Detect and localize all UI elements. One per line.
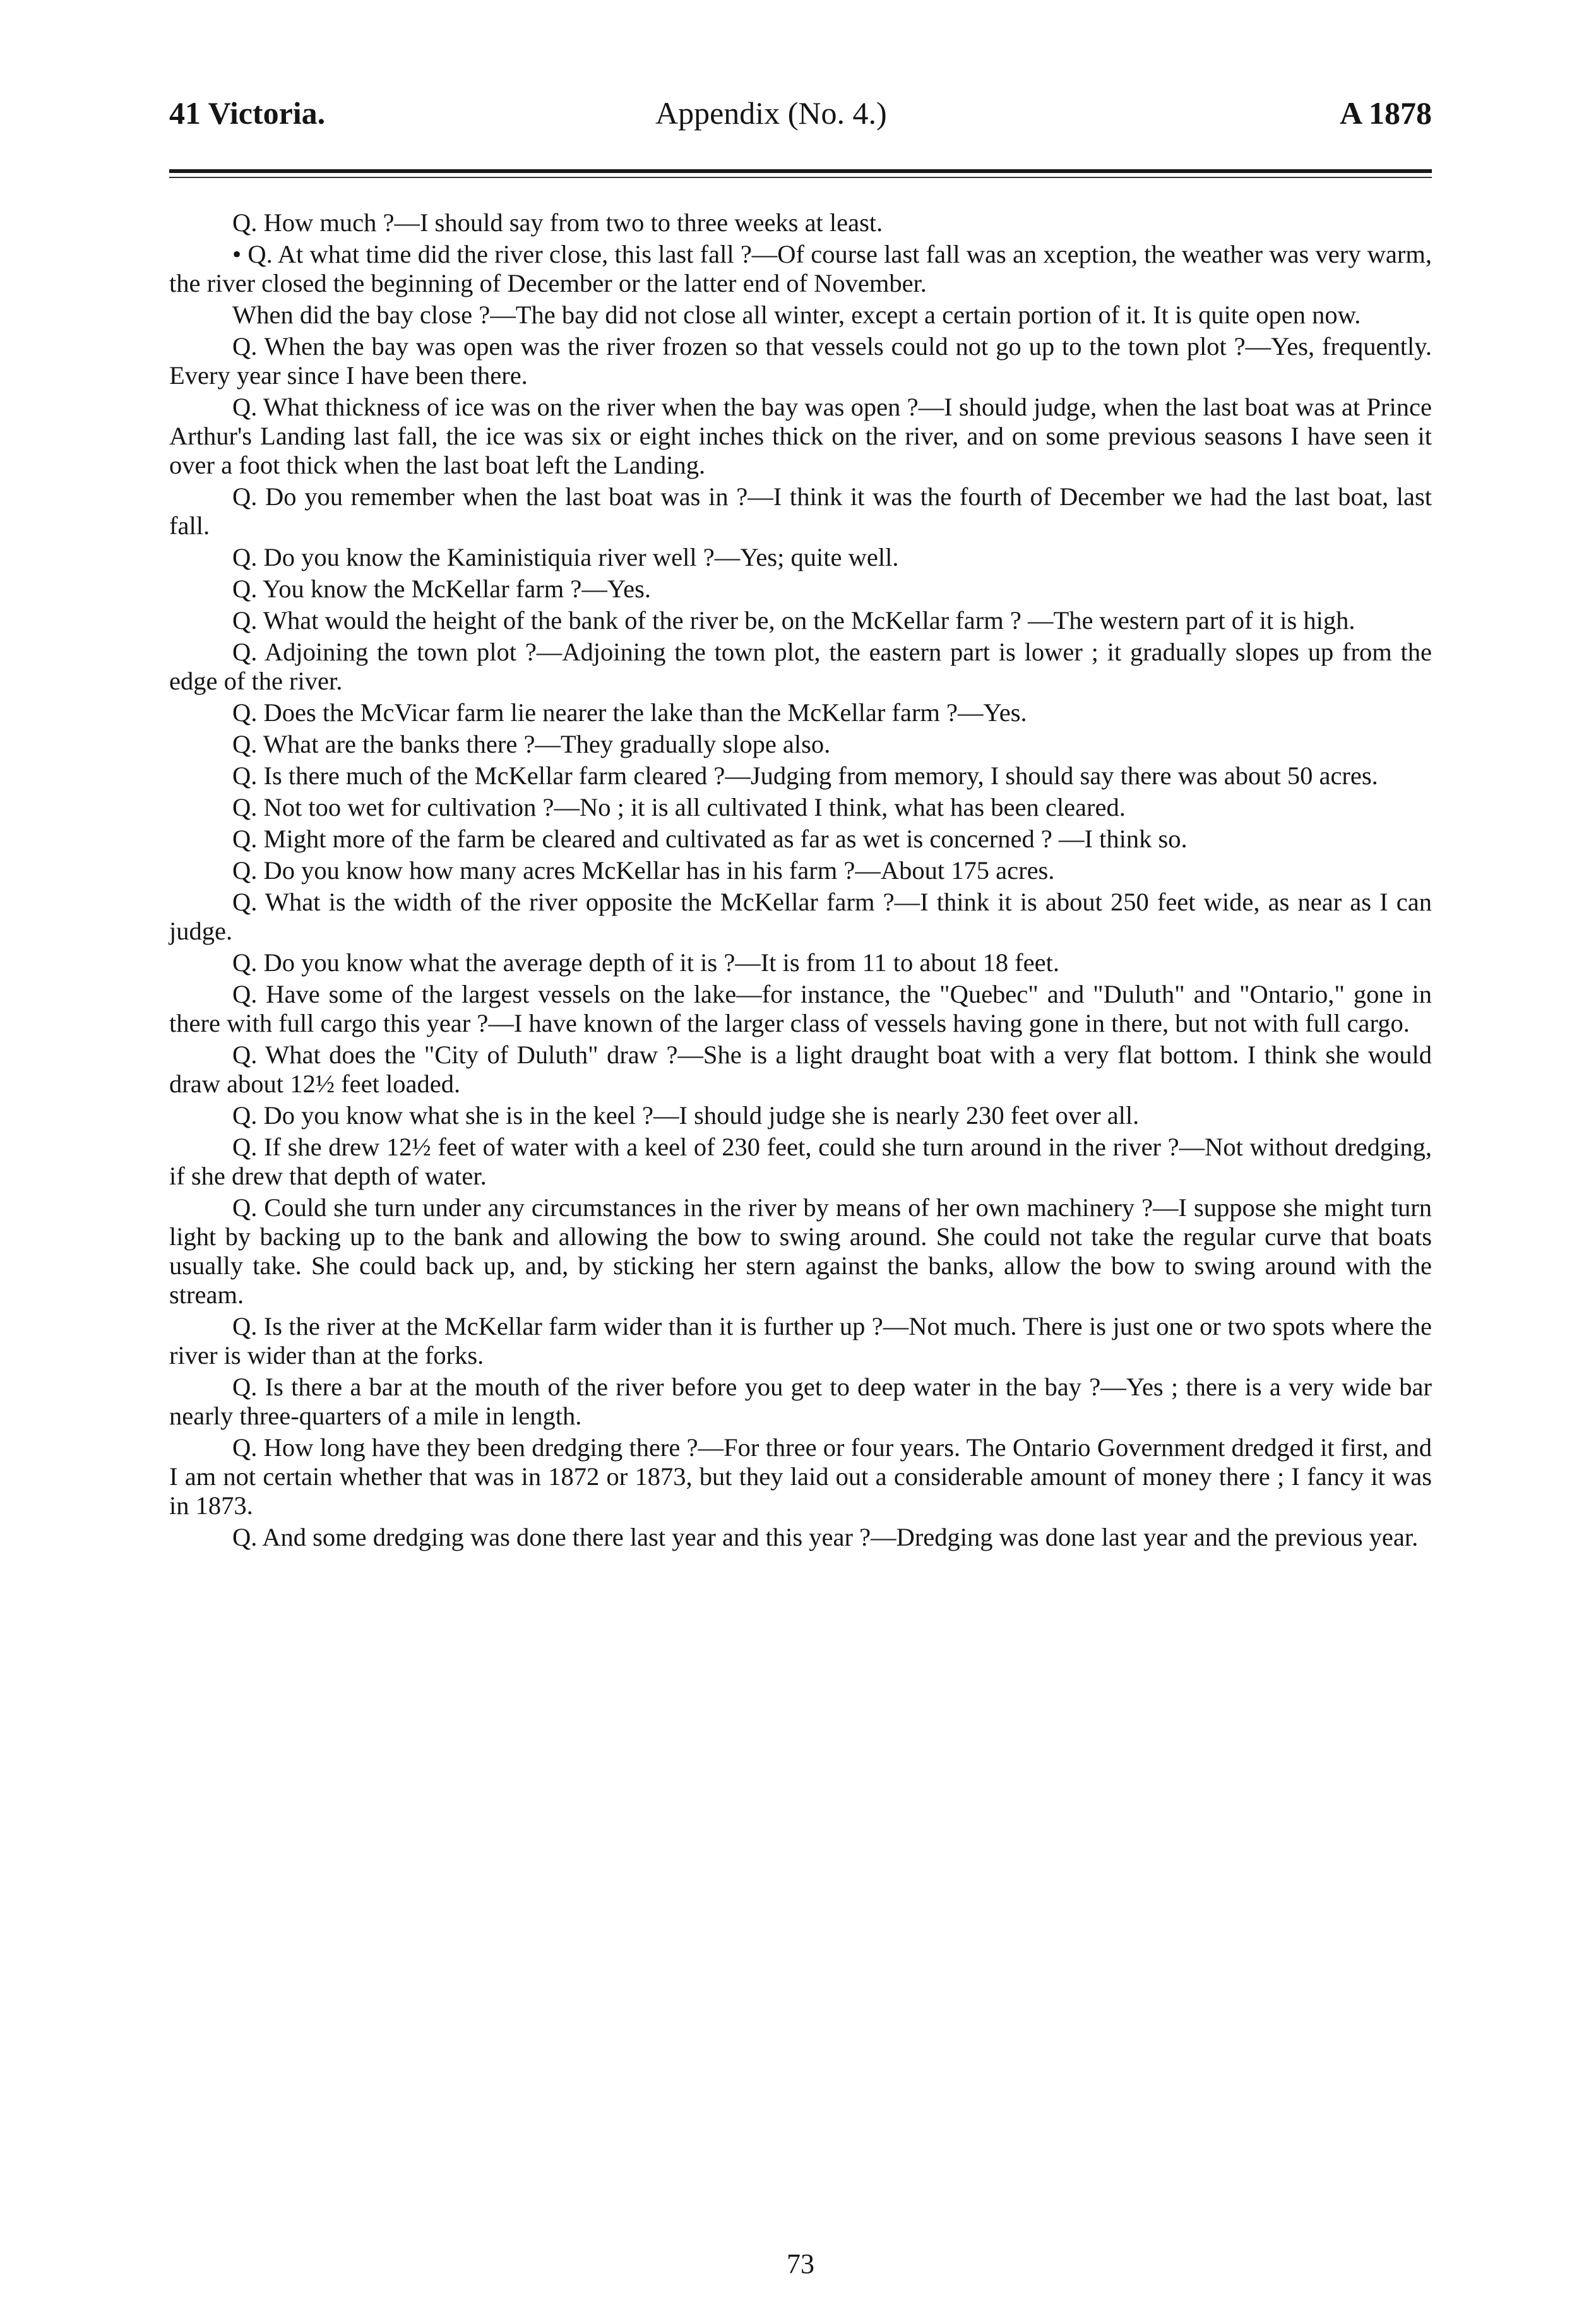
header-center: Appendix (No. 4.): [655, 95, 887, 131]
document-body: [169, 208, 1432, 1554]
paragraph: Q. Could she turn under any circumstances in the river by means of her own machinery ?—I suppose she might turn light by backing up to the bank and allowing the bow to swing around. She could not take the regular curve that boats usually take. She could back up, and, by sticking her stern against the banks, allow the bow to swing around with the stream.: [169, 1193, 1432, 1309]
paragraph: Q. When the bay was open was the river frozen so that vessels could not go up to the town plot ?—Yes, frequently. Every year since I have been there.: [169, 332, 1432, 390]
paragraph: Q. Is the river at the McKellar farm wider than it is further up ?—Not much. There is just one or two spots where the river is wider than at the forks.: [169, 1312, 1432, 1369]
paragraph: Q. Have some of the largest vessels on the lake—for instance, the "Quebec" and "Duluth" and "Ontario," gone in there with full cargo this year ?—I have known of the larger class of vessels having gone in there, but not with full cargo.: [169, 980, 1432, 1037]
paragraph: Q. Adjoining the town plot ?—Adjoining the town plot, the eastern part is lower ; it gradually slopes up from the edge of the river.: [169, 638, 1432, 695]
paragraph: Q. And some dredging was done there last year and this year ?—Dredging was done last year and the previous year.: [232, 1523, 1419, 1551]
paragraph: Q. Do you remember when the last boat was in ?—I think it was the fourth of December we had the last boat, last fall.: [169, 482, 1432, 540]
paragraph: Q. Is there a bar at the mouth of the river before you get to deep water in the bay ?—Yes ; there is a very wide bar nearly three-quarters of a mile in length.: [169, 1373, 1432, 1430]
paragraph: Q. Do you know what the average depth of it is ?—It is from 11 to about 18 feet.: [232, 948, 1059, 977]
header-rule: [169, 169, 1432, 173]
paragraph: Q. Do you know what she is in the keel ?—I should judge she is nearly 230 feet over all.: [232, 1101, 1140, 1130]
paragraph: Q. What would the height of the bank of the river be, on the McKellar farm ? —The western part of it is high.: [232, 606, 1355, 635]
header-rule-thin: [169, 177, 1432, 178]
paragraph: Q. What is the width of the river opposite the McKellar farm ?—I think it is about 250 feet wide, as near as I can judge.: [169, 888, 1432, 945]
paragraph: Q. What thickness of ice was on the river when the bay was open ?—I should judge, when the last boat was at Prince Arthur's Landing last fall, the ice was six or eight inches thick on the river, and on some previous seasons I have seen it over a foot thick when the last boat left the Landing.: [169, 393, 1432, 479]
paragraph: When did the bay close ?—The bay did not close all winter, except a certain portion of it. It is quite open now.: [232, 301, 1361, 329]
paragraph: Q. Is there much of the McKellar farm cleared ?—Judging from memory, I should say there was about 50 acres.: [232, 761, 1378, 790]
header-right: A 1878: [1340, 95, 1432, 131]
paragraph: Q. How long have they been dredging there ?—For three or four years. The Ontario Government dredged it first, and I am not certain whether that was in 1872 or 1873, but they laid out a considerable amount of money there ; I fancy it was in 1873.: [169, 1433, 1432, 1520]
paragraph: Q. Does the McVicar farm lie nearer the lake than the McKellar farm ?—Yes.: [232, 698, 1027, 727]
paragraph: Q. How much ?—I should say from two to three weeks at least.: [232, 208, 883, 237]
document-page: [169, 95, 1432, 2279]
paragraph: Q. If she drew 12½ feet of water with a keel of 230 feet, could she turn around in the river ?—Not without dredging, if she drew that depth of water.: [169, 1133, 1432, 1190]
paragraph: • Q. At what time did the river close, this last fall ?—Of course last fall was an xception, the weather was very warm, the river closed the beginning of December or the latter end of November.: [169, 240, 1432, 297]
paragraph: Q. Not too wet for cultivation ?—No ; it is all cultivated I think, what has been cleared.: [232, 793, 1126, 821]
paragraph: Q. What does the "City of Duluth" draw ?—She is a light draught boat with a very flat bottom. I think she would draw about 12½ feet loaded.: [169, 1041, 1432, 1098]
page-number: 73: [787, 2248, 814, 2279]
paragraph: Q. What are the banks there ?—They gradually slope also.: [232, 730, 831, 758]
paragraph: Q. Do you know how many acres McKellar has in his farm ?—About 175 acres.: [232, 856, 1055, 885]
paragraph: Q. Might more of the farm be cleared and cultivated as far as wet is concerned ? —I think so.: [232, 825, 1188, 853]
paragraph: Q. Do you know the Kaministiquia river well ?—Yes; quite well.: [232, 543, 899, 571]
paragraph: Q. You know the McKellar farm ?—Yes.: [232, 575, 651, 603]
header-left: 41 Victoria.: [169, 95, 326, 131]
running-header: [169, 95, 1432, 152]
